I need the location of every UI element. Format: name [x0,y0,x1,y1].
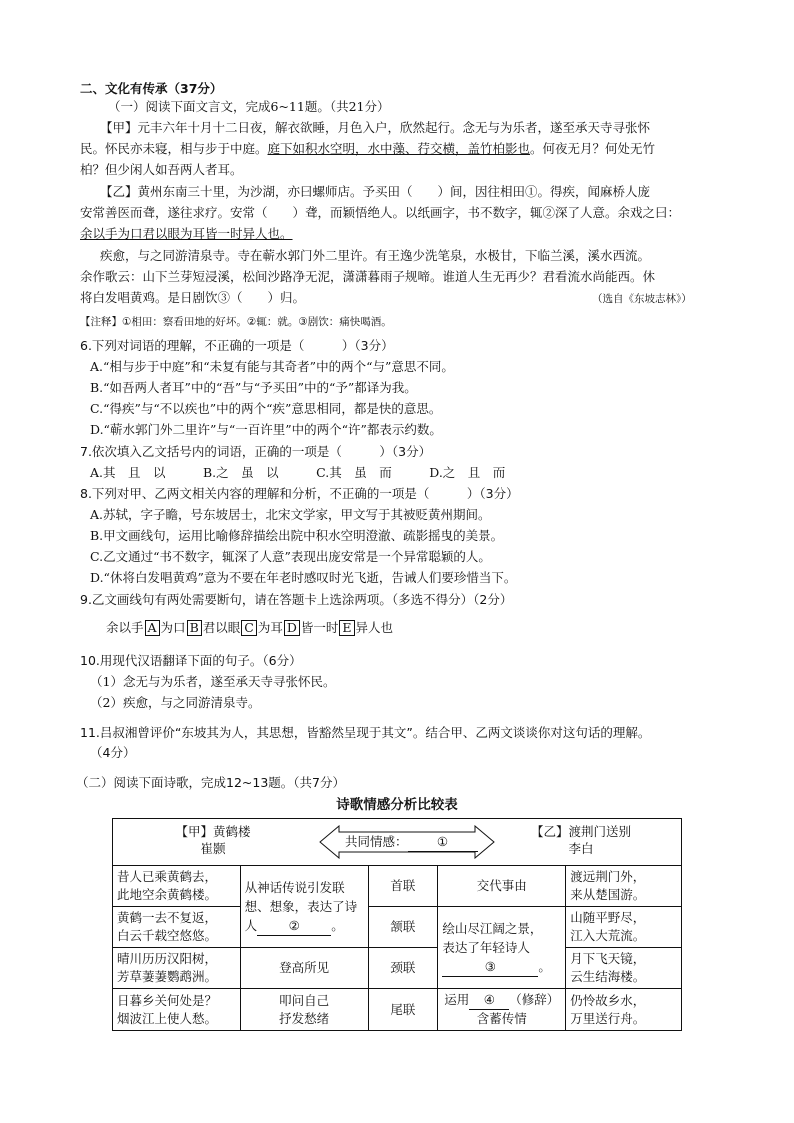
common-emotion-label [345,833,478,852]
yi-poem-header: 【乙】渡荆门送别 李白 [530,824,631,856]
part1-intro: （一）阅读下面文言文，完成6~11题。（共21分） [108,99,390,114]
yi-couplet-4: 仍怜故乡水， 万里送行舟。 [566,989,682,1031]
label-shoulian: 首联 [368,866,438,907]
q10-sentence-1: （1）念无与为乐者，遂至承天寺寻张怀民。 [90,674,336,689]
jia-line-2-b: 。何夜无月？何处无竹 [530,141,656,156]
q11-stem: 11.吕叔湘曾评价“东坡其为人，其思想，皆豁然呈现于其文”。结合甲、乙两文谈谈你对这句话的理解。 [80,725,651,740]
yi-couplet-1: 渡远荆门外， 来从楚国游。 [566,866,682,907]
blank-4[interactable] [469,991,509,1010]
q9-seg: 君以眼 [202,620,241,635]
q9-choice-b[interactable]: B [187,620,202,636]
yi-line-2: 安常善医而聋，遂往求疗。安常（ ）聋，而颖悟绝人。以纸画字，书不数字，辄②深了人意。余戏之曰： [80,205,681,220]
q8-option-d: D.“休将白发唱黄鸡”意为不要在年老时感叹时光飞逝，告诫人们要珍惜当下。 [90,570,517,585]
q6-option-a: A.“相与步于中庭”和“未复有能与其奇者”中的两个“与”意思不同。 [90,359,454,374]
q10-stem: 10.用现代汉语翻译下面的句子。（6分） [80,653,302,668]
q9-stem: 9.乙文画线句有两处需要断句，请在答题卡上选涂两项。（多选不得分）（2分） [80,592,513,607]
section-title: 二、文化有传承（37分） [80,81,223,96]
q8-option-b: B.甲文画线句，运用比喻修辞描绘出院中积水空明澄澈、疏影摇曳的美景。 [90,528,504,543]
q8-stem: 8.下列对甲、乙两文相关内容的理解和分析，不正确的一项是（ ）（3分） [80,486,519,501]
part2-intro: （二）阅读下面诗歌，完成12~13题。（共7分） [76,775,345,790]
q6-option-d: D.“蕲水郭门外二里许”与“一百许里”中的两个“许”都表示约数。 [90,422,442,437]
jia-line-2-a: 民。怀民亦未寝，相与步于中庭。 [80,141,268,156]
yi-analysis-4-pre: 运用 [444,992,470,1007]
table-title: 诗歌情感分析比较表 [336,797,458,813]
blank-1[interactable] [408,833,478,852]
jia-analysis-4: 叩问自己 抒发愁绪 [240,989,368,1031]
q9-choice-d[interactable]: D [284,620,300,636]
jia-poem-header: 【甲】黄鹤楼 崔颢 [175,824,251,856]
jia-analysis-line-1: 从神话传说引发联 [244,879,345,895]
jia-line-3: 柏？但少闲人如吾两人者耳。 [80,162,243,177]
jia-couplet-1: 昔人已乘黄鹤去， 此地空余黄鹤楼。 [113,866,241,907]
jia-couplet-3: 晴川历历汉阳树， 芳草萋萋鹦鹉洲。 [113,948,241,989]
jia-couplet-4: 日暮乡关何处是？ 烟波江上使人愁。 [113,989,241,1031]
q9-seg: 异人也 [355,620,394,635]
yi-line-1: 【乙】黄州东南三十里，为沙湖，亦曰螺师店。予买田（ ）间，因往相田①。得疾，闻麻桥人庞 [100,184,651,199]
source-note: （选自《东坡志林》） [592,293,692,305]
q9-choice-c[interactable]: C [241,620,257,636]
yi-couplet-3: 月下飞天镜， 云生结海楼。 [566,948,682,989]
yi-analysis-4 [438,989,566,1031]
jia-couplet-2: 黄鹤一去不复返， 白云千载空悠悠。 [113,907,241,948]
jia-underlined-sentence: 庭下如积水空明，水中藻、荇交横，盖竹柏影也 [267,141,531,156]
poem-comparison-table [112,818,682,1031]
yi-analysis-2-3 [438,907,566,989]
blank-2-mark: ② [288,917,300,933]
jia-line-2 [80,140,655,158]
yi-analysis-1: 交代事由 [438,866,566,907]
q9-seg: 皆一时 [300,620,339,635]
q8-option-c: C.乙文通过“书不数字，辄深了人意”表现出庞安常是一个异常聪颖的人。 [90,549,491,564]
q7-stem: 7.依次填入乙文括号内的词语，正确的一项是（ ）（3分） [80,444,432,459]
yi-line-6: 将白发唱黄鸡。是日剧饮③（ ）归。 [80,290,306,305]
q7-options: A.其 且 以 B.之 虽 以 C.其 虽 而 D.之 且 而 [90,465,506,480]
yi-line-5: 余作歌云：山下兰芽短浸溪，松间沙路净无泥，潇潇暮雨子规啼。谁道人生无再少？君看流水尚能西。休 [80,269,656,284]
annotation-notes: 【注释】①相田：察看田地的好坏。②辄：就。③剧饮：痛快喝酒。 [80,316,392,328]
yi-analysis-4-line-1 [442,991,561,1010]
q9-seg: 为口 [160,620,186,635]
q11-score: （4分） [90,745,136,760]
table-header-row [113,819,682,866]
blank-3[interactable] [442,957,538,977]
yi-underlined-sentence: 余以手为口君以眼为耳皆一时异人也。 [80,226,293,241]
blank-3-mark: ③ [484,958,496,974]
jia-line-1: 【甲】元丰六年十月十二日夜，解衣欲睡，月色入户，欣然起行。念无与为乐者，遂至承天寺寻张怀 [100,120,651,135]
q6-stem: 6.下列对词语的理解，不正确的一项是（ ）（3分） [80,338,394,353]
label-weilian: 尾联 [368,989,438,1031]
jia-analysis-1-2 [240,866,368,948]
q10-sentence-2: （2）疾愈，与之同游清泉寺。 [90,695,261,710]
q9-segmented-sentence [106,619,393,637]
q9-seg: 为耳 [257,620,283,635]
q6-option-c: C.“得疾”与“不以疾也”中的两个“疾”意思相同，都是快的意思。 [90,401,442,416]
jia-analysis-line-3-text: 人 [244,917,258,933]
label-hanlian: 颔联 [368,907,438,948]
q9-seg: 余以手 [106,620,144,635]
blank-1-mark: ① [436,834,449,849]
blank-2[interactable] [257,916,331,936]
yi-analysis-4-post: （修辞） [509,992,560,1007]
blank-4-mark: ④ [483,992,495,1007]
label-jinglian: 颈联 [368,948,438,989]
yi-analysis-line-3: ③ 。 [442,957,561,977]
q6-option-b: B.“如吾两人者耳”中的“吾”与“予买田”中的“予”都译为我。 [90,380,417,395]
yi-analysis-line-1: 绘山尽江阔之景， [442,920,543,936]
yi-couplet-2: 山随平野尽， 江入大荒流。 [566,907,682,948]
common-emotion-text: 共同情感： [345,834,408,849]
yi-analysis-line-2: 表达了年轻诗人 [442,939,530,955]
jia-analysis-line-3: 人 ② 。 [245,916,364,936]
jia-analysis-line-2: 想、想象，表达了诗 [244,898,358,914]
q9-choice-a[interactable]: A [145,620,160,636]
q8-option-a: A.苏轼，字子瞻，号东坡居士，北宋文学家，甲文写于其被贬黄州期间。 [90,507,491,522]
yi-line-4: 疾愈，与之同游清泉寺。寺在蕲水郭门外二里许。有王逸少洗笔泉，水极甘，下临兰溪，溪水西流。 [100,248,651,263]
q9-choice-e[interactable]: E [339,620,354,636]
jia-analysis-3: 登高所见 [240,948,368,989]
yi-analysis-4-line-2: 含蓄传情 [476,1011,527,1026]
